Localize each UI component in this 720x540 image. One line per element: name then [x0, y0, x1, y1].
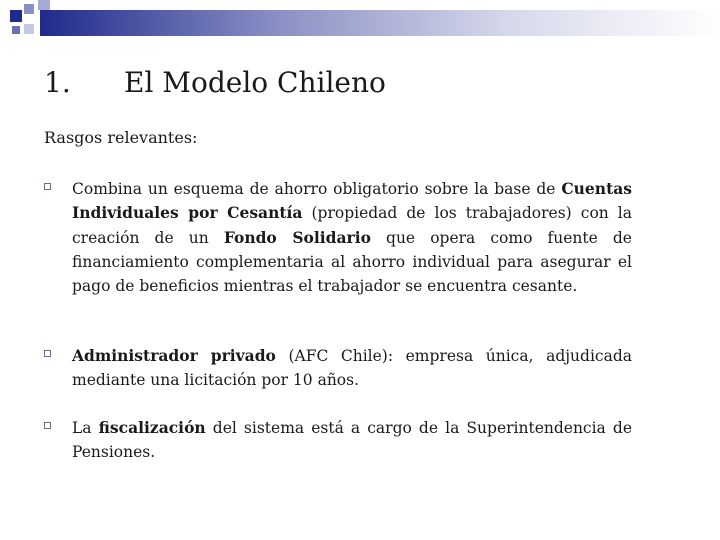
- bullet-text: [72, 416, 632, 465]
- bullet-bold-text: fiscalización: [98, 418, 206, 437]
- bullet-text-run: del sistema está a cargo de la Superintendencia de Pensiones.: [72, 419, 632, 462]
- bullet-text: [72, 177, 632, 298]
- section-number: 1.: [44, 66, 71, 99]
- section-title: El Modelo Chileno: [124, 66, 386, 99]
- bullet-bold-text: Cuentas Individuales por Cesantía: [72, 179, 632, 223]
- header-square-light: [24, 24, 34, 34]
- page-title: [44, 66, 684, 99]
- bullet-text-run: que opera como fuente de financiamiento complementaria al ahorro individual para asegurar el pago de beneficios mientras el trabajador se encuentra cesante.: [72, 228, 632, 296]
- header-square-dark: [10, 10, 22, 22]
- header-gradient-bar: [40, 10, 720, 36]
- bullet-square-icon: [44, 422, 51, 429]
- bullet-text-run: Combina un esquema de ahorro obligatorio sobre la base de: [72, 180, 562, 198]
- bullet-bold-text: Administrador privado: [72, 346, 276, 365]
- bullet-text-run: (propiedad de los trabajadores) con la creación de un: [72, 204, 632, 247]
- bullet-item: [44, 344, 632, 393]
- bullet-item: [44, 416, 632, 465]
- bullet-square-icon: [44, 350, 51, 357]
- header-square-top: [38, 0, 50, 10]
- bullet-bold-text: Fondo Solidario: [223, 227, 371, 247]
- header-square-small: [12, 26, 20, 34]
- bullet-text-run: La: [72, 419, 99, 437]
- header-square-mid: [24, 4, 34, 14]
- subtitle: Rasgos relevantes:: [44, 128, 198, 147]
- bullet-item: [44, 177, 632, 298]
- bullet-text-run: (AFC Chile): empresa única, adjudicada mediante una licitación por 10 años.: [72, 347, 633, 390]
- bullet-square-icon: [44, 183, 51, 190]
- bullet-text: [72, 344, 632, 393]
